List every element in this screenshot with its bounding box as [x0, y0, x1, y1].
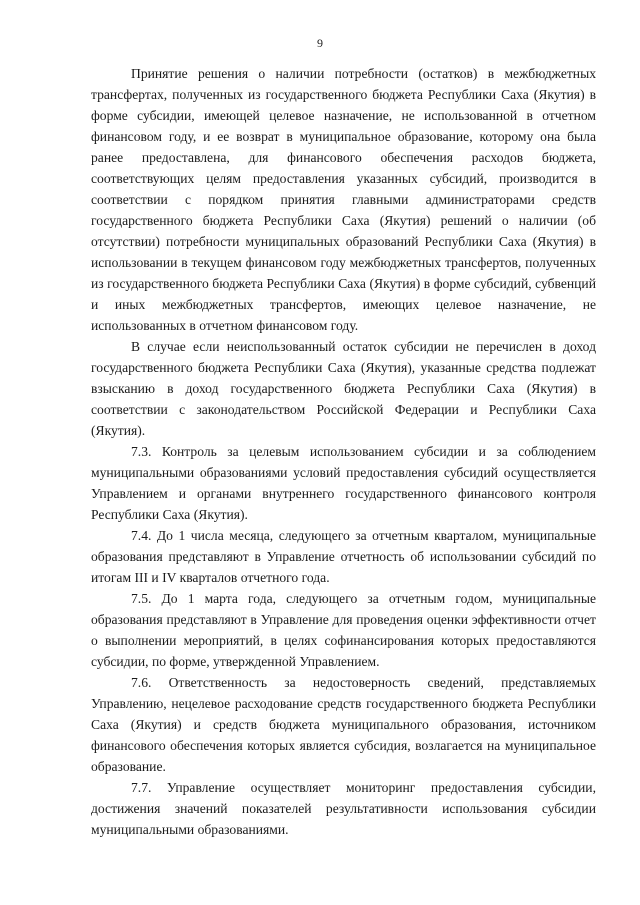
document-body [91, 63, 596, 840]
paragraph-7-3-control: 7.3. Контроль за целевым использованием субсидии и за соблюдением муниципальными образованиями условий предоставления субсидий осуществляется Управлением и органами внутреннего государственного финансового контроля Республики Саха (Якутия). [91, 444, 596, 522]
paragraph-7-4-reporting: 7.4. До 1 числа месяца, следующего за отчетным кварталом, муниципальные образования представляют в Управление отчетность об использовании субсидий по итогам III и IV кварталов отчетного года. [91, 528, 596, 585]
paragraph-unused-balance: В случае если неиспользованный остаток субсидии не перечислен в доход государственного бюджета Республики Саха (Якутия), указанные средства подлежат взысканию в доход государственного бюджета Республики Саха (Якутия) в соответствии с законодательством Российской Федерации и Республики Саха (Якутия). [91, 339, 596, 438]
paragraph-7-5-efficiency-report: 7.5. До 1 марта года, следующего за отчетным годом, муниципальные образования представляют в Управление для проведения оценки эффективности отчет о выполнении мероприятий, в целях софинансирования которых предоставляются субсидии, по форме, утвержденной Управлением. [91, 591, 596, 669]
paragraph-subsidy-decision: Принятие решения о наличии потребности (остатков) в межбюджетных трансфертах, полученных из государственного бюджета Республики Саха (Якутия) в форме субсидии, имеющей целевое назначение, не использованной в отчетном финансовом году, и ее возврат в муниципальное образование, которому она была ранее предоставлена, для финансового обеспечения расходов бюджета, соответствующих целям предоставления указанных субсидий, производится в соответствии с порядком принятия главными администраторами средств государственного бюджета Республики Саха (Якутия) решений о наличии (об отсутствии) потребности муниципальных образований Республики Саха (Якутия) в использовании в текущем финансовом году межбюджетных трансфертов, полученных из государственного бюджета Республики Саха (Якутия) в форме субсидий, субвенций и иных межбюджетных трансфертов, имеющих целевое назначение, не использованных в отчетном финансовом году. [91, 66, 596, 333]
paragraph-7-6-responsibility: 7.6. Ответственность за недостоверность сведений, представляемых Управлению, нецелевое расходование средств государственного бюджета Республики Саха (Якутия) и средств бюджета муниципального образования, источником финансового обеспечения которых является субсидия, возлагается на муниципальное образование. [91, 675, 596, 774]
paragraph-7-7-monitoring: 7.7. Управление осуществляет мониторинг предоставления субсидии, достижения значений показателей результативности использования субсидии муниципальными образованиями. [91, 780, 596, 837]
page-number: 9 [317, 36, 323, 50]
